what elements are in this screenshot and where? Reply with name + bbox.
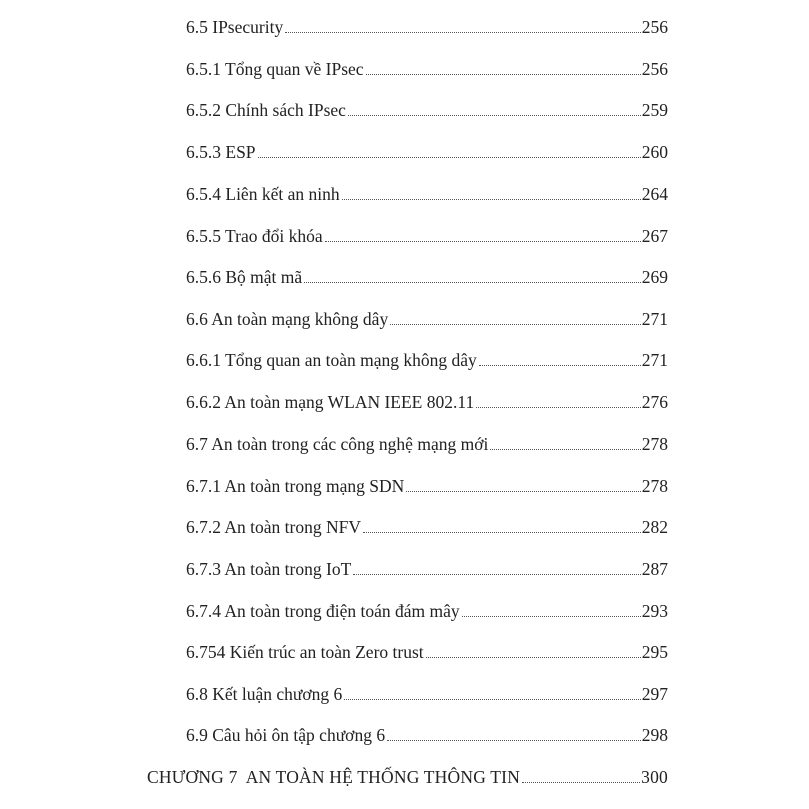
toc-entry-page: 295 xyxy=(641,642,668,662)
toc-entry-6-7[interactable] xyxy=(186,431,668,455)
dot-leader xyxy=(387,740,641,741)
toc-entry-title: CHƯƠNG 7 AN TOÀN HỆ THỐNG THÔNG TIN xyxy=(147,767,521,787)
toc-entry-6-7-3[interactable] xyxy=(186,556,668,580)
toc-entry-title: 6.7.4 An toàn trong điện toán đám mây xyxy=(186,601,460,621)
toc-entry-6-6[interactable] xyxy=(186,306,668,330)
toc-entry-6-8[interactable] xyxy=(186,681,668,705)
toc-entry-page: 297 xyxy=(641,684,668,704)
dot-leader xyxy=(325,241,641,242)
dot-leader xyxy=(258,157,641,158)
dot-leader xyxy=(406,491,640,492)
dot-leader xyxy=(366,74,641,75)
toc-entry-title: 6.5.3 ESP xyxy=(186,142,256,162)
dot-leader xyxy=(344,699,640,700)
dot-leader xyxy=(462,616,641,617)
toc-entry-page: 287 xyxy=(641,559,668,579)
toc-entry-page: 256 xyxy=(641,17,668,37)
toc-entry-6-5-2[interactable] xyxy=(186,97,668,121)
toc-entry-title: 6.5 IPsecurity xyxy=(186,17,284,37)
toc-entry-chapter-7[interactable] xyxy=(147,764,668,788)
toc-entry-6-7-1[interactable] xyxy=(186,473,668,497)
dot-leader xyxy=(304,282,641,283)
toc-entry-page: 271 xyxy=(641,309,668,329)
dot-leader xyxy=(490,449,640,450)
toc-entry-6-5[interactable] xyxy=(186,14,668,38)
toc-entry-page: 300 xyxy=(641,767,668,787)
toc-entry-page: 264 xyxy=(641,184,668,204)
toc-entry-page: 256 xyxy=(641,59,668,79)
toc-entry-title: 6.5.5 Trao đổi khóa xyxy=(186,226,323,246)
toc-entry-page: 278 xyxy=(641,476,668,496)
toc-entry-6-5-6[interactable] xyxy=(186,264,668,288)
dot-leader xyxy=(363,532,641,533)
toc-entry-6-7-5[interactable] xyxy=(186,639,668,663)
toc-entry-page: 278 xyxy=(641,434,668,454)
toc-entry-title: 6.5.2 Chính sách IPsec xyxy=(186,100,346,120)
dot-leader xyxy=(285,32,641,33)
toc-entry-page: 293 xyxy=(641,601,668,621)
dot-leader xyxy=(353,574,640,575)
dot-leader xyxy=(522,782,640,783)
toc-entry-page: 259 xyxy=(641,100,668,120)
dot-leader xyxy=(426,657,641,658)
toc-entry-page: 267 xyxy=(641,226,668,246)
toc-entry-title: 6.6 An toàn mạng không dây xyxy=(186,309,389,329)
toc-entry-6-5-5[interactable] xyxy=(186,223,668,247)
toc-entry-6-7-2[interactable] xyxy=(186,514,668,538)
toc-entry-page: 271 xyxy=(641,350,668,370)
toc-entry-title: 6.9 Câu hỏi ôn tập chương 6 xyxy=(186,725,386,745)
toc-entry-title: 6.5.1 Tổng quan về IPsec xyxy=(186,59,364,79)
toc-entry-page: 298 xyxy=(641,725,668,745)
toc-entry-6-9[interactable] xyxy=(186,722,668,746)
toc-entry-title: 6.8 Kết luận chương 6 xyxy=(186,684,343,704)
toc-entry-page: 260 xyxy=(641,142,668,162)
dot-leader xyxy=(476,407,641,408)
toc-entry-page: 282 xyxy=(641,517,668,537)
toc-entry-title: 6.6.2 An toàn mạng WLAN IEEE 802.11 xyxy=(186,392,475,412)
toc-entry-title: 6.5.6 Bộ mật mã xyxy=(186,267,303,287)
toc-entry-title: 6.754 Kiến trúc an toàn Zero trust xyxy=(186,642,424,662)
toc-entry-page: 276 xyxy=(641,392,668,412)
dot-leader xyxy=(479,365,641,366)
toc-entry-6-5-1[interactable] xyxy=(186,56,668,80)
toc-entry-title: 6.7 An toàn trong các công nghệ mạng mới xyxy=(186,434,489,454)
toc-entry-title: 6.6.1 Tổng quan an toàn mạng không dây xyxy=(186,350,477,370)
toc-entry-title: 6.7.2 An toàn trong NFV xyxy=(186,517,361,537)
toc-entry-6-5-3[interactable] xyxy=(186,139,668,163)
toc-entry-6-7-4[interactable] xyxy=(186,598,668,622)
toc-entry-title: 6.7.1 An toàn trong mạng SDN xyxy=(186,476,405,496)
toc-entry-page: 269 xyxy=(641,267,668,287)
toc-entry-title: 6.7.3 An toàn trong IoT xyxy=(186,559,352,579)
toc-entry-title: 6.5.4 Liên kết an ninh xyxy=(186,184,340,204)
toc-entry-6-6-2[interactable] xyxy=(186,389,668,413)
toc-entry-6-5-4[interactable] xyxy=(186,181,668,205)
dot-leader xyxy=(348,115,641,116)
dot-leader xyxy=(342,199,641,200)
dot-leader xyxy=(390,324,641,325)
toc-entry-6-6-1[interactable] xyxy=(186,347,668,371)
